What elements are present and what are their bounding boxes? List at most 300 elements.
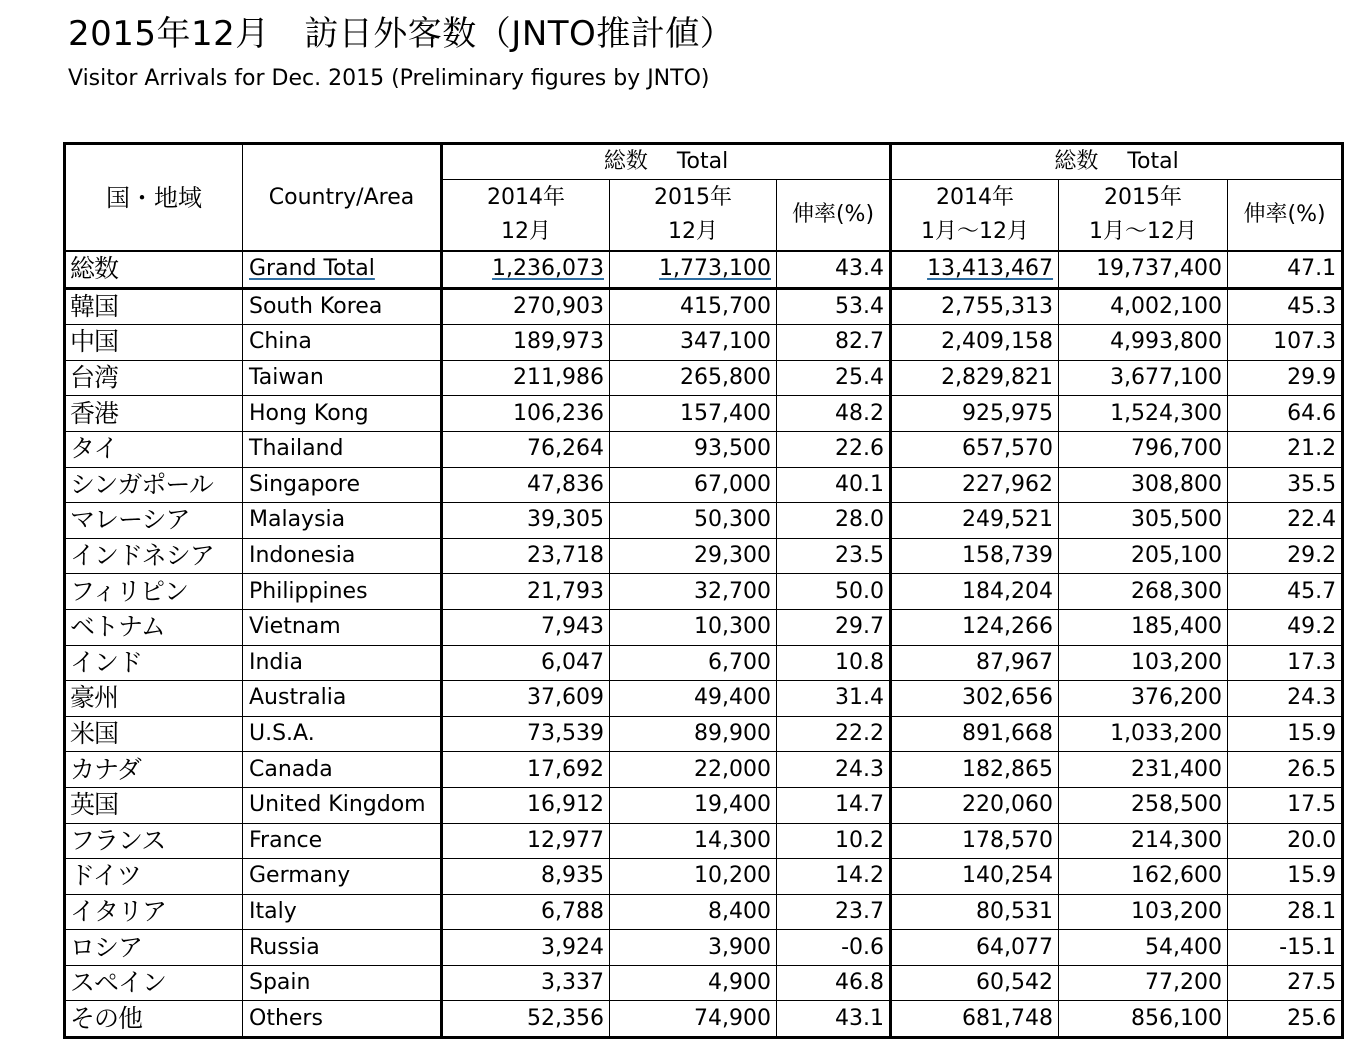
country-en-cell-text: China [249, 329, 312, 355]
jan-dec-2015-cell [1059, 360, 1228, 396]
growth-monthly-cell [777, 609, 891, 645]
growth-monthly-cell [777, 716, 891, 752]
header-growth-annual: 伸率(%) [1228, 180, 1343, 252]
country-en-cell [243, 965, 442, 1001]
dec-2015-cell [610, 251, 777, 288]
jan-dec-2014-cell [891, 716, 1059, 752]
jan-dec-2014-cell-text: 891,668 [962, 721, 1054, 747]
country-en-cell-text: Taiwan [249, 365, 324, 391]
jan-dec-2014-cell-text: 925,975 [962, 400, 1054, 426]
country-jp-cell [65, 538, 243, 574]
country-jp-cell-text: マレーシア [70, 505, 190, 535]
jan-dec-2014-cell-text: 60,542 [976, 970, 1054, 996]
jan-dec-2015-cell [1059, 574, 1228, 610]
table-row [65, 681, 1343, 717]
country-jp-cell [65, 288, 243, 325]
growth-annual-cell-text: 64.6 [1287, 400, 1337, 426]
jan-dec-2014-cell [891, 431, 1059, 467]
country-en-cell-text: Thailand [249, 436, 344, 462]
growth-annual-cell-text: 35.5 [1287, 471, 1337, 497]
growth-monthly-cell [777, 325, 891, 361]
dec-2015-cell [610, 288, 777, 325]
header-month-2014-year: 2014年 [487, 185, 565, 210]
visitor-arrivals-table [63, 142, 1344, 1039]
growth-annual-cell-text: 15.9 [1287, 721, 1337, 747]
jan-dec-2015-cell [1059, 645, 1228, 681]
country-jp-cell-text: 英国 [70, 790, 119, 820]
table-row [65, 467, 1343, 503]
jan-dec-2014-cell [891, 503, 1059, 539]
country-en-cell [243, 288, 442, 325]
header-annual-2014 [891, 180, 1059, 252]
jan-dec-2014-cell-text: 657,570 [962, 436, 1054, 462]
jan-dec-2015-cell [1059, 325, 1228, 361]
jan-dec-2015-cell-text: 305,500 [1131, 507, 1223, 533]
country-en-cell-text: Canada [249, 756, 333, 782]
dec-2015-cell-text: 10,300 [694, 614, 771, 640]
dec-2014-cell [442, 645, 610, 681]
country-jp-cell-text: 中国 [70, 327, 119, 357]
country-jp-cell-text: ベトナム [70, 612, 165, 642]
growth-annual-cell-text: 26.5 [1287, 756, 1337, 782]
growth-annual-cell-text: 17.5 [1287, 792, 1337, 818]
country-en-cell-text: Russia [249, 934, 320, 960]
growth-monthly-cell-text: 14.2 [835, 863, 885, 889]
dec-2015-cell [610, 894, 777, 930]
header-annual-2015-year: 2015年 [1104, 185, 1183, 210]
header-growth-monthly: 伸率(%) [777, 180, 891, 252]
dec-2014-cell-text: 76,264 [527, 436, 604, 462]
growth-monthly-cell [777, 251, 891, 288]
country-jp-cell-text: 香港 [70, 398, 119, 428]
growth-annual-cell [1228, 787, 1343, 823]
jan-dec-2015-cell-text: 162,600 [1131, 863, 1223, 889]
jan-dec-2015-cell-text: 3,677,100 [1110, 365, 1223, 391]
dec-2014-cell-text: 7,943 [541, 614, 604, 640]
country-en-cell [243, 1001, 442, 1038]
header-country-en: Country/Area [243, 144, 442, 252]
jan-dec-2014-cell-text: 80,531 [976, 898, 1054, 924]
country-en-cell [243, 716, 442, 752]
country-en-cell-text: India [249, 649, 303, 675]
jan-dec-2014-cell-text: 681,748 [962, 1005, 1054, 1031]
growth-annual-cell [1228, 360, 1343, 396]
jan-dec-2014-cell-text: 227,962 [962, 471, 1054, 497]
dec-2015-cell-text: 14,300 [694, 827, 771, 853]
dec-2014-cell-text: 73,539 [527, 721, 604, 747]
jan-dec-2014-cell [891, 360, 1059, 396]
jan-dec-2015-cell-text: 77,200 [1145, 970, 1223, 996]
country-jp-cell-text: スペイン [70, 968, 167, 998]
jan-dec-2014-cell [891, 325, 1059, 361]
jan-dec-2015-cell [1059, 752, 1228, 788]
dec-2015-cell [610, 360, 777, 396]
growth-annual-cell [1228, 288, 1343, 325]
dec-2014-cell-text: 8,935 [541, 863, 604, 889]
jan-dec-2014-cell-text: 124,266 [962, 614, 1054, 640]
country-en-cell [243, 823, 442, 859]
growth-monthly-cell [777, 823, 891, 859]
jan-dec-2015-cell-text: 214,300 [1131, 827, 1223, 853]
dec-2015-cell [610, 787, 777, 823]
jan-dec-2014-cell [891, 609, 1059, 645]
jan-dec-2014-cell [891, 645, 1059, 681]
dec-2015-cell [610, 574, 777, 610]
growth-annual-cell-text: 17.3 [1287, 649, 1337, 675]
jan-dec-2014-cell [891, 787, 1059, 823]
growth-annual-cell-text: 28.1 [1287, 898, 1337, 924]
country-jp-cell-text: シンガポール [70, 469, 213, 499]
growth-annual-cell [1228, 645, 1343, 681]
jan-dec-2015-cell-text: 103,200 [1131, 649, 1223, 675]
jan-dec-2015-cell-text: 796,700 [1131, 436, 1223, 462]
country-jp-cell [65, 396, 243, 432]
dec-2015-cell [610, 716, 777, 752]
table-row [65, 609, 1343, 645]
growth-monthly-cell-text: 23.7 [835, 898, 885, 924]
growth-monthly-cell-text: 53.4 [835, 293, 885, 319]
country-en-cell-text: Grand Total [249, 256, 375, 282]
dec-2015-cell [610, 1001, 777, 1038]
dec-2015-cell-text: 3,900 [708, 934, 771, 960]
table-row [65, 288, 1343, 325]
growth-monthly-cell-text: 31.4 [835, 685, 885, 711]
header-month-2015-year: 2015年 [654, 185, 732, 210]
dec-2015-cell-text: 265,800 [680, 365, 771, 391]
country-jp-cell-text: 米国 [70, 719, 119, 749]
country-jp-cell-text: フィリピン [70, 576, 189, 606]
growth-annual-cell [1228, 965, 1343, 1001]
country-jp-cell [65, 965, 243, 1001]
dec-2014-cell-text: 47,836 [527, 471, 604, 497]
dec-2014-cell [442, 396, 610, 432]
jan-dec-2015-cell [1059, 503, 1228, 539]
growth-annual-cell-text: 25.6 [1287, 1005, 1337, 1031]
jan-dec-2015-cell [1059, 288, 1228, 325]
country-jp-cell-text: インドネシア [70, 541, 214, 571]
jan-dec-2014-cell-text: 302,656 [962, 685, 1054, 711]
dec-2014-cell [442, 609, 610, 645]
dec-2014-cell-text: 3,924 [541, 934, 604, 960]
country-jp-cell [65, 645, 243, 681]
growth-monthly-cell-text: 82.7 [835, 329, 885, 355]
country-jp-cell [65, 431, 243, 467]
country-en-cell [243, 681, 442, 717]
dec-2014-cell-text: 16,912 [527, 792, 604, 818]
dec-2014-cell [442, 1001, 610, 1038]
table-row [65, 325, 1343, 361]
growth-monthly-cell [777, 467, 891, 503]
dec-2015-cell-text: 29,300 [694, 543, 771, 569]
country-jp-cell [65, 609, 243, 645]
growth-monthly-cell [777, 965, 891, 1001]
country-jp-cell [65, 930, 243, 966]
country-jp-cell [65, 787, 243, 823]
growth-monthly-cell-text: 25.4 [835, 365, 885, 391]
country-en-cell [243, 609, 442, 645]
jan-dec-2015-cell [1059, 965, 1228, 1001]
jan-dec-2014-cell-text: 13,413,467 [927, 256, 1054, 282]
growth-monthly-cell-text: 10.8 [835, 649, 885, 675]
country-en-cell [243, 645, 442, 681]
growth-monthly-cell [777, 360, 891, 396]
country-en-cell [243, 574, 442, 610]
growth-annual-cell [1228, 1001, 1343, 1038]
jan-dec-2015-cell-text: 231,400 [1131, 756, 1223, 782]
jan-dec-2015-cell-text: 1,524,300 [1110, 400, 1223, 426]
growth-annual-cell-text: 15.9 [1287, 863, 1337, 889]
country-en-cell-text: U.S.A. [249, 721, 315, 747]
jan-dec-2014-cell-text: 87,967 [976, 649, 1054, 675]
dec-2014-cell [442, 503, 610, 539]
growth-monthly-cell [777, 431, 891, 467]
dec-2014-cell-text: 270,903 [513, 293, 604, 319]
header-annual-2014-year: 2014年 [936, 185, 1015, 210]
growth-monthly-cell-text: 29.7 [835, 614, 885, 640]
growth-annual-cell-text: 20.0 [1287, 827, 1337, 853]
dec-2014-cell [442, 787, 610, 823]
table-row-grand-total [65, 251, 1343, 288]
growth-monthly-cell-text: 10.2 [835, 827, 885, 853]
country-jp-cell [65, 859, 243, 895]
growth-annual-cell-text: 21.2 [1287, 436, 1337, 462]
header-month-2014 [442, 180, 610, 252]
header-annual-total: 総数 Total [891, 144, 1343, 180]
country-jp-cell [65, 681, 243, 717]
growth-annual-cell [1228, 716, 1343, 752]
jan-dec-2015-cell [1059, 538, 1228, 574]
growth-monthly-cell [777, 859, 891, 895]
dec-2015-cell-text: 74,900 [694, 1005, 771, 1031]
country-en-cell [243, 503, 442, 539]
country-jp-cell-text: その他 [70, 1003, 143, 1033]
jan-dec-2015-cell [1059, 431, 1228, 467]
growth-monthly-cell [777, 787, 891, 823]
country-en-cell-text: France [249, 827, 323, 853]
growth-monthly-cell-text: 23.5 [835, 543, 885, 569]
jan-dec-2014-cell [891, 859, 1059, 895]
growth-annual-cell-text: 27.5 [1287, 970, 1337, 996]
growth-annual-cell [1228, 503, 1343, 539]
table-row [65, 965, 1343, 1001]
jan-dec-2015-cell-text: 54,400 [1145, 934, 1223, 960]
growth-annual-cell-text: 47.1 [1287, 256, 1337, 282]
growth-monthly-cell-text: 43.1 [835, 1005, 885, 1031]
jan-dec-2015-cell [1059, 894, 1228, 930]
jan-dec-2014-cell [891, 251, 1059, 288]
dec-2015-cell-text: 93,500 [694, 436, 771, 462]
jan-dec-2015-cell [1059, 716, 1228, 752]
jan-dec-2014-cell-text: 2,409,158 [941, 329, 1054, 355]
growth-annual-cell [1228, 467, 1343, 503]
jan-dec-2014-cell-text: 178,570 [962, 827, 1054, 853]
jan-dec-2014-cell-text: 2,755,313 [941, 293, 1054, 319]
jan-dec-2014-cell [891, 823, 1059, 859]
dec-2014-cell [442, 360, 610, 396]
country-en-cell-text: Germany [249, 863, 351, 889]
dec-2015-cell [610, 538, 777, 574]
growth-monthly-cell [777, 574, 891, 610]
jan-dec-2015-cell [1059, 859, 1228, 895]
jan-dec-2014-cell-text: 182,865 [962, 756, 1054, 782]
growth-annual-cell [1228, 609, 1343, 645]
growth-annual-cell [1228, 251, 1343, 288]
page-title: 2015年12月 訪日外客数（JNTO推計値） [68, 14, 735, 54]
table-body [65, 251, 1343, 1038]
dec-2014-cell-text: 6,788 [541, 898, 604, 924]
country-en-cell [243, 787, 442, 823]
table-row [65, 574, 1343, 610]
dec-2015-cell [610, 930, 777, 966]
dec-2015-cell-text: 19,400 [694, 792, 771, 818]
jan-dec-2014-cell [891, 574, 1059, 610]
jan-dec-2015-cell [1059, 1001, 1228, 1038]
country-jp-cell-text: 台湾 [70, 363, 119, 393]
country-jp-cell-text: フランス [70, 825, 166, 855]
dec-2015-cell [610, 431, 777, 467]
table-row [65, 752, 1343, 788]
growth-annual-cell [1228, 574, 1343, 610]
country-en-cell-text: Indonesia [249, 543, 356, 569]
country-jp-cell [65, 325, 243, 361]
country-jp-cell [65, 251, 243, 288]
growth-monthly-cell-text: 14.7 [835, 792, 885, 818]
table-row [65, 360, 1343, 396]
country-jp-cell [65, 894, 243, 930]
country-jp-cell-text: カナダ [70, 754, 141, 784]
dec-2015-cell-text: 22,000 [694, 756, 771, 782]
dec-2015-cell-text: 32,700 [694, 578, 771, 604]
jan-dec-2015-cell [1059, 681, 1228, 717]
growth-monthly-cell-text: 43.4 [835, 256, 885, 282]
growth-monthly-cell-text: 40.1 [835, 471, 885, 497]
jan-dec-2015-cell [1059, 930, 1228, 966]
table-row [65, 930, 1343, 966]
growth-annual-cell-text: 45.3 [1287, 293, 1337, 319]
country-en-cell-text: Others [249, 1005, 323, 1031]
growth-annual-cell-text: 107.3 [1273, 329, 1337, 355]
table-row [65, 859, 1343, 895]
country-en-cell-text: United Kingdom [249, 792, 426, 818]
dec-2014-cell-text: 23,718 [527, 543, 604, 569]
dec-2014-cell [442, 681, 610, 717]
jan-dec-2015-cell-text: 1,033,200 [1110, 721, 1223, 747]
dec-2014-cell [442, 251, 610, 288]
country-jp-cell [65, 574, 243, 610]
jan-dec-2014-cell [891, 752, 1059, 788]
country-en-cell-text: Malaysia [249, 507, 346, 533]
jan-dec-2014-cell [891, 396, 1059, 432]
dec-2015-cell-text: 6,700 [708, 649, 771, 675]
table-row [65, 894, 1343, 930]
jan-dec-2014-cell-text: 249,521 [962, 507, 1054, 533]
growth-monthly-cell [777, 930, 891, 966]
jan-dec-2014-cell-text: 158,739 [962, 543, 1054, 569]
jan-dec-2015-cell-text: 258,500 [1131, 792, 1223, 818]
dec-2014-cell [442, 325, 610, 361]
growth-annual-cell-text: 49.2 [1287, 614, 1337, 640]
country-en-cell-text: Australia [249, 685, 347, 711]
jan-dec-2014-cell-text: 220,060 [962, 792, 1054, 818]
dec-2014-cell [442, 823, 610, 859]
dec-2014-cell-text: 6,047 [541, 649, 604, 675]
growth-monthly-cell-text: 24.3 [835, 756, 885, 782]
header-month-2015 [610, 180, 777, 252]
dec-2015-cell-text: 50,300 [694, 507, 771, 533]
jan-dec-2015-cell [1059, 787, 1228, 823]
dec-2015-cell-text: 415,700 [680, 293, 771, 319]
header-annual-2015 [1059, 180, 1228, 252]
dec-2014-cell [442, 752, 610, 788]
dec-2015-cell [610, 681, 777, 717]
growth-annual-cell-text: 29.2 [1287, 543, 1337, 569]
country-en-cell [243, 431, 442, 467]
country-jp-cell-text: インド [70, 647, 143, 677]
growth-monthly-cell-text: 28.0 [835, 507, 885, 533]
growth-annual-cell-text: 24.3 [1287, 685, 1337, 711]
growth-annual-cell-text: 29.9 [1287, 365, 1337, 391]
dec-2015-cell [610, 823, 777, 859]
jan-dec-2014-cell [891, 1001, 1059, 1038]
country-en-cell-text: Italy [249, 898, 297, 924]
jan-dec-2015-cell [1059, 251, 1228, 288]
country-jp-cell [65, 1001, 243, 1038]
country-jp-cell-text: 韓国 [70, 291, 119, 321]
country-en-cell-text: Vietnam [249, 614, 341, 640]
jan-dec-2014-cell [891, 467, 1059, 503]
table-row [65, 645, 1343, 681]
dec-2015-cell [610, 503, 777, 539]
country-en-cell [243, 325, 442, 361]
dec-2014-cell-text: 1,236,073 [492, 256, 604, 282]
dec-2015-cell [610, 752, 777, 788]
growth-monthly-cell [777, 503, 891, 539]
jan-dec-2014-cell [891, 930, 1059, 966]
dec-2015-cell-text: 157,400 [680, 400, 771, 426]
jan-dec-2014-cell [891, 681, 1059, 717]
country-jp-cell [65, 716, 243, 752]
header-country-jp: 国・地域 [65, 144, 243, 252]
dec-2015-cell-text: 4,900 [708, 970, 771, 996]
dec-2015-cell-text: 67,000 [694, 471, 771, 497]
dec-2015-cell-text: 89,900 [694, 721, 771, 747]
dec-2014-cell-text: 189,973 [513, 329, 604, 355]
jan-dec-2014-cell [891, 538, 1059, 574]
growth-annual-cell [1228, 396, 1343, 432]
growth-annual-cell [1228, 894, 1343, 930]
growth-annual-cell [1228, 681, 1343, 717]
growth-monthly-cell [777, 1001, 891, 1038]
country-jp-cell-text: タイ [70, 434, 118, 464]
country-en-cell [243, 467, 442, 503]
dec-2014-cell-text: 211,986 [513, 365, 604, 391]
country-en-cell [243, 360, 442, 396]
jan-dec-2015-cell-text: 308,800 [1131, 471, 1223, 497]
country-jp-cell [65, 360, 243, 396]
dec-2015-cell [610, 609, 777, 645]
country-en-cell [243, 894, 442, 930]
header-monthly-total: 総数 Total [442, 144, 891, 180]
country-en-cell [243, 251, 442, 288]
jan-dec-2014-cell-text: 64,077 [976, 934, 1054, 960]
dec-2015-cell [610, 965, 777, 1001]
country-en-cell-text: Singapore [249, 471, 360, 497]
dec-2014-cell-text: 12,977 [527, 827, 604, 853]
country-jp-cell-text: ドイツ [70, 861, 141, 891]
jan-dec-2014-cell-text: 184,204 [962, 578, 1054, 604]
country-en-cell-text: Hong Kong [249, 400, 369, 426]
growth-annual-cell [1228, 325, 1343, 361]
